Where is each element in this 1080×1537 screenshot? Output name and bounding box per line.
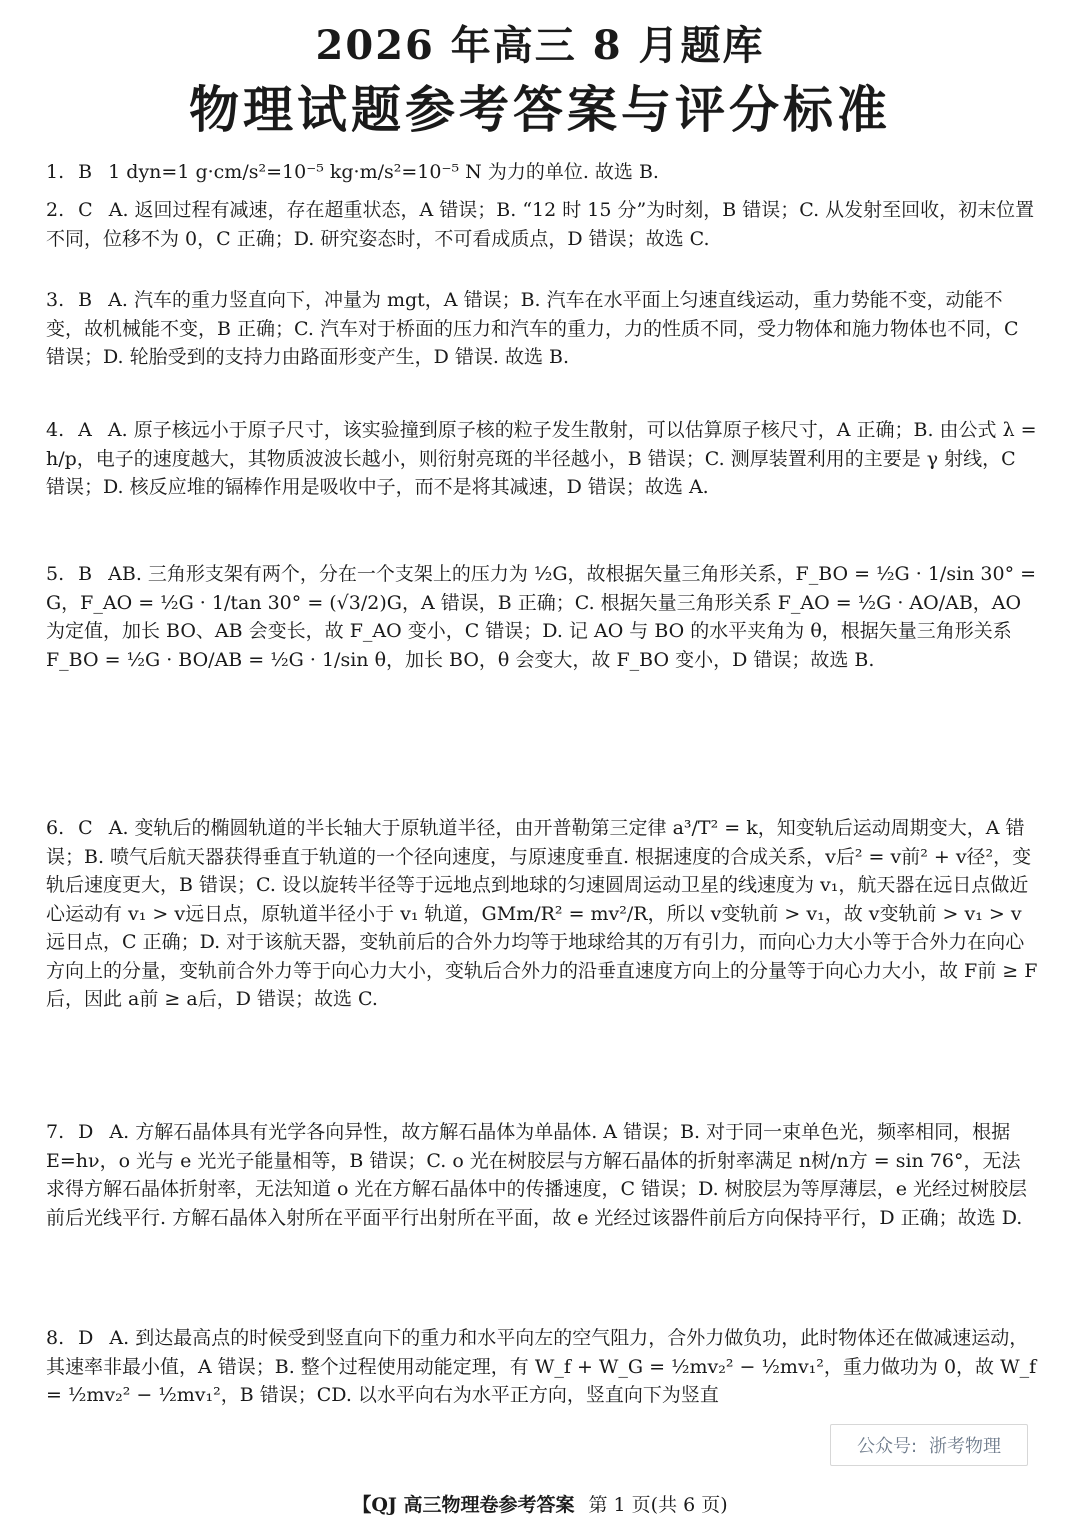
footer-title: 【QJ 高三物理卷参考答案 <box>352 1494 575 1516</box>
page-number: 第 1 页(共 6 页) <box>588 1494 728 1516</box>
answer-explanation: AB. 三角形支架有两个，分在一个支架上的压力为 ½G，故根据矢量三角形关系，F_BO = ½G · 1/sin 30° = G，F_AO = ½G · 1/tan 30° = (√3/2)G，A 错误，B 正确；C. 根据矢量三角形关系 F_AO = ½G · AO/AB，AO 为定值，加长 BO、AB 会变长，故 F_AO 变小，C 错误；D. 记 AO 与 BO 的水平夹角为 θ，根据矢量三角形关系 F_BO = ½G · BO/AB = ½G · 1/sin θ，加长 BO，θ 会变大，故 F_BO 变小，D 错误；故选 B. <box>46 563 1037 671</box>
answer-list <box>46 158 1038 1454</box>
answer-choice: B <box>78 161 93 183</box>
document-subtitle: 物理试题参考答案与评分标准 <box>189 80 891 139</box>
answer-number: 7. <box>46 1121 65 1143</box>
answer-item-7 <box>46 1118 1038 1312</box>
answer-explanation: A. 汽车的重力竖直向下，冲量为 mgt，A 错误；B. 汽车在水平面上匀速直线运动，重力势能不变，动能不变，故机械能不变，B 正确；C. 汽车对于桥面的压力和汽车的重力，力的性质不同，受力物体和施力物体也不同，C 错误；D. 轮胎受到的支持力由路面形变产生，D 错误. 故选 B. <box>46 289 1019 368</box>
answer-explanation: 1 dyn=1 g·cm/s²=10⁻⁵ kg·m/s²=10⁻⁵ N 为力的单位. 故选 B. <box>108 161 659 183</box>
answer-number: 6. <box>46 817 65 839</box>
document-title: 2026 年高三 8 月题库 <box>315 22 765 69</box>
answer-number: 8. <box>46 1327 65 1349</box>
answer-number: 3. <box>46 289 65 311</box>
answer-explanation: A. 原子核远小于原子尺寸，该实验撞到原子核的粒子发生散射，可以估算原子核尺寸，A 正确；B. 由公式 λ = h/p，电子的速度越大，其物质波波长越小，则衍射亮斑的半径越小，B 错误；C. 测厚装置利用的主要是 γ 射线，C 错误；D. 核反应堆的镉棒作用是吸收中子，而不是将其减速，D 错误；故选 A. <box>46 419 1037 498</box>
page-footer <box>0 1490 1080 1517</box>
answer-choice: D <box>78 1121 94 1143</box>
answer-choice: B <box>78 289 93 311</box>
answer-number: 1. <box>46 161 65 183</box>
wechat-watermark <box>830 1424 1028 1466</box>
watermark-account-name: 浙考物理 <box>929 1436 1002 1457</box>
answer-item-2 <box>46 196 1038 274</box>
answer-item-3 <box>46 286 1038 402</box>
answer-choice: C <box>78 199 93 221</box>
answer-explanation: A. 返回过程有减速，存在超重状态，A 错误；B. “12 时 15 分”为时刻，B 错误；C. 从发射至回收，初末位置不同，位移不为 0，C 正确；D. 研究姿态时，不可看成质点，D 错误；故选 C. <box>46 199 1035 250</box>
answer-number: 5. <box>46 563 65 585</box>
answer-choice: A <box>78 419 92 441</box>
answer-number: 2. <box>46 199 65 221</box>
answer-choice: D <box>78 1327 94 1349</box>
answer-item-6 <box>46 814 1038 1106</box>
answer-number: 4. <box>46 419 65 441</box>
watermark-label: 公众号: <box>856 1436 918 1457</box>
answer-item-1 <box>46 158 1038 188</box>
answer-explanation: A. 方解石晶体具有光学各向异性，故方解石晶体为单晶体. A 错误；B. 对于同一束单色光，频率相同，根据 E=hν，o 光与 e 光光子能量相等，B 错误；C. o 光在树胶层与方解石晶体的折射率满足 n树/n方 = sin 76°，无法求得方解石晶体折射率，无法知道 o 光在方解石晶体中的传播速度，C 错误；D. 树胶层为等厚薄层，e 光经过树胶层前后光线平行. 方解石晶体入射所在平面平行出射所在平面，故 e 光经过该器件前后方向保持平行，D 正确；故选 D. <box>46 1121 1028 1229</box>
answer-item-5 <box>46 560 1038 794</box>
answer-choice: B <box>78 563 93 585</box>
answer-choice: C <box>78 817 93 839</box>
answer-item-4 <box>46 416 1038 540</box>
answer-explanation: A. 到达最高点的时候受到竖直向下的重力和水平向左的空气阻力，合外力做负功，此时物体还在做减速运动，其速率非最小值，A 错误；B. 整个过程使用动能定理，有 W_f + W_G = ½mv₂² − ½mv₁²，重力做功为 0，故 W_f = ½mv₂² − ½mv₁²，B 错误；CD. 以水平向右为水平正方向，竖直向下为竖直 <box>46 1327 1037 1406</box>
answer-explanation: A. 变轨后的椭圆轨道的半长轴大于原轨道半径，由开普勒第三定律 a³/T² = k，知变轨后运动周期变大，A 错误；B. 喷气后航天器获得垂直于轨道的一个径向速度，与原速度垂直. 根据速度的合成关系，v后² = v前² + v径²，变轨后速度更大，B 错误；C. 设以旋转半径等于远地点到地球的匀速圆周运动卫星的线速度为 v₁，航天器在远日点做近心运动有 v₁ > v远日点，原轨道半径小于 v₁ 轨道，GMm/R² = mv²/R，所以 v变轨前 > v₁，故 v变轨前 > v₁ > v远日点，C 正确；D. 对于该航天器，变轨前后的合外力均等于地球给其的万有引力，而向心力大小等于合外力在向心方向上的分量，变轨前合外力等于向心力大小，变轨后合外力的沿垂直速度方向上的分量等于向心力大小，故 F前 ≥ F后，因此 a前 ≥ a后，D 错误；故选 C. <box>46 817 1038 1010</box>
